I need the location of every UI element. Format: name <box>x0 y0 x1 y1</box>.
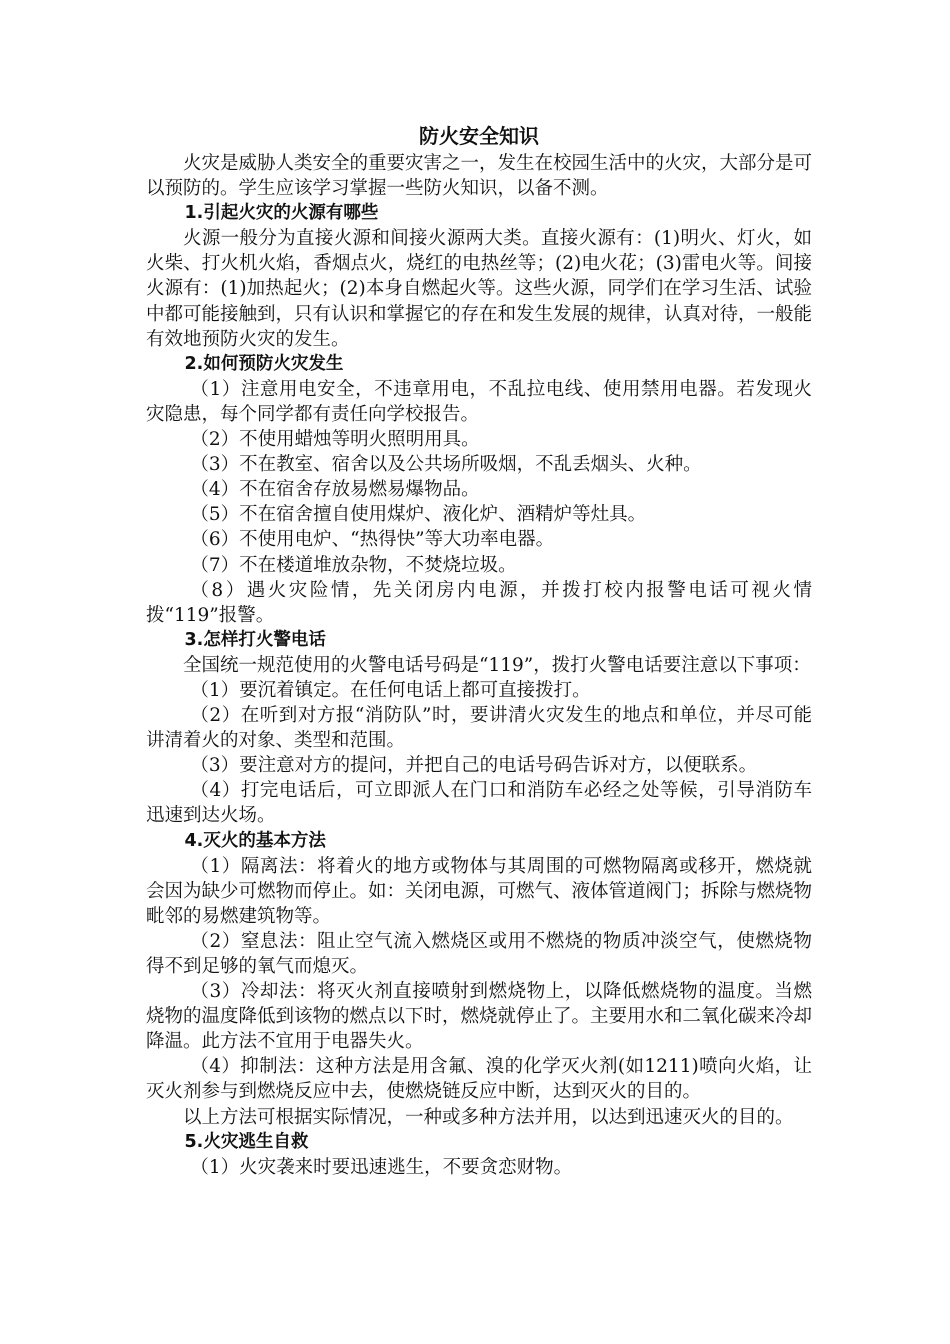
fire-call-item: （1）要沉着镇定。在任何电话上都可直接拨打。 <box>190 679 591 701</box>
section-heading-prevention: 2.如何预防火灾发生 <box>184 353 344 374</box>
document-title: 防火安全知识 <box>419 124 539 148</box>
extinguish-item: （3）冷却法：将灭火剂直接喷射到燃烧物上，以降低燃烧物的温度。当燃烧物的温度降低到该物的燃点以下时，燃烧就停止了。主要用水和二氧化碳来冷却降温。此方法不宜用于电器失火。 <box>146 981 813 1053</box>
extinguish-item: （2）窒息法：阻止空气流入燃烧区或用不燃烧的物质冲淡空气，使燃烧物得不到足够的氧气而熄灭。 <box>146 930 812 977</box>
prevention-item: （4）不在宿舍存放易燃易爆物品。 <box>190 479 480 501</box>
intro-paragraph: 火灾是威胁人类安全的重要灾害之一，发生在校园生活中的火灾，大部分是可以预防的。学生应该学习掌握一些防火知识，以备不测。 <box>146 153 813 200</box>
prevention-item: （7）不在楼道堆放杂物，不焚烧垃圾。 <box>190 554 517 576</box>
prevention-item: （1）注意用电安全，不违章用电，不乱拉电线、使用禁用电器。若发现火灾隐患，每个同学都有责任向学校报告。 <box>146 378 812 425</box>
fire-call-item: （3）要注意对方的提问，并把自己的电话号码告诉对方，以便联系。 <box>190 755 758 777</box>
extinguish-item: （1）隔离法：将着火的地方或物体与其周围的可燃物隔离或移开，燃烧就会因为缺少可燃物而停止。如：关闭电源，可燃气、液体管道阀门；拆除与燃烧物毗邻的易燃建筑物等。 <box>146 855 813 927</box>
extinguish-item: （4）抑制法：这种方法是用含氟、溴的化学灭火剂(如1211)喷向火焰，让灭火剂参与到燃烧反应中去，使燃烧链反应中断，达到灭火的目的。 <box>146 1056 812 1103</box>
prevention-item: （2）不使用蜡烛等明火照明用具。 <box>190 429 480 451</box>
section-heading-fire-sources: 1.引起火灾的火源有哪些 <box>184 203 379 224</box>
fire-call-item: （2）在听到对方报“消防队”时，要讲清火灾发生的地点和单位，并尽可能讲清着火的对象、类型和范围。 <box>146 705 812 752</box>
prevention-item: （8）遇火灾险情，先关闭房内电源，并拨打校内报警电话可视火情拨“119”报警。 <box>146 579 812 626</box>
section-heading-fire-call: 3.怎样打火警电话 <box>184 629 326 650</box>
fire-call-item: （4）打完电话后，可立即派人在门口和消防车必经之处等候，引导消防车迅速到达火场。 <box>146 780 812 827</box>
section-heading-extinguish: 4.灭火的基本方法 <box>184 830 326 851</box>
document-page <box>146 121 812 1180</box>
section-heading-escape: 5.火灾逃生自救 <box>184 1131 309 1152</box>
fire-sources-paragraph: 火源一般分为直接火源和间接火源两大类。直接火源有：(1)明火、灯火，如火柴、打火机火焰，香烟点火，烧红的电热丝等；(2)电火花；(3)雷电火等。间接火源有：(1)加热起火；(2)本身自燃起火等。这些火源，同学们在学习生活、试验中都可能接触到，只有认识和掌握它的存在和发生发展的规律，认真对待，一般能有效地预防火灾的发生。 <box>146 228 813 350</box>
escape-item: （1）火灾袭来时要迅速逃生，不要贪恋财物。 <box>190 1156 573 1178</box>
prevention-item: （3）不在教室、宿舍以及公共场所吸烟，不乱丢烟头、火种。 <box>190 454 702 476</box>
extinguish-closing-paragraph: 以上方法可根据实际情况，一种或多种方法并用，以达到迅速灭火的目的。 <box>183 1106 794 1128</box>
fire-call-paragraph: 全国统一规范使用的火警电话号码是“119”，拨打火警电话要注意以下事项： <box>183 654 811 676</box>
prevention-item: （5）不在宿舍擅自使用煤炉、液化炉、酒精炉等灶具。 <box>190 504 647 526</box>
prevention-item: （6）不使用电炉、“热得快”等大功率电器。 <box>190 529 555 551</box>
